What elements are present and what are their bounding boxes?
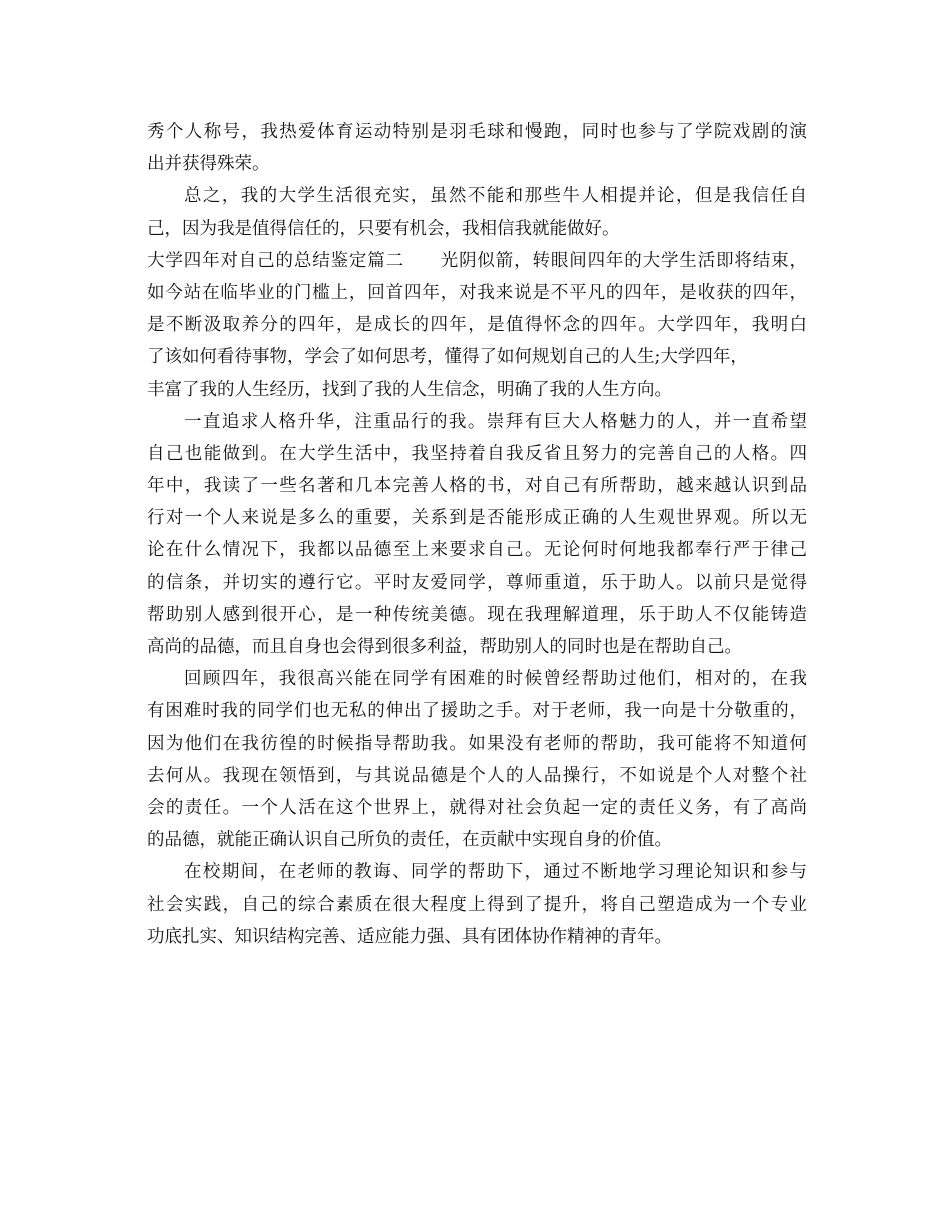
- text-line: 在校期间，在老师的教诲、同学的帮助下，通过不断地学习理论知识和参与: [184, 862, 807, 883]
- text-line: 功底扎实、知识结构完善、适应能力强、具有团体协作精神的青年。: [147, 926, 672, 947]
- text-line: 的品德，就能正确认识自己所负的责任，在贡献中实现自身的价值。: [147, 830, 672, 851]
- text-line: 出并获得殊荣。: [147, 154, 270, 175]
- text-line: 秀个人称号，我热爱体育运动特别是羽毛球和慢跑，同时也参与了学院戏剧的演: [147, 122, 807, 142]
- text-line: 如今站在临毕业的门槛上，回首四年，对我来说是不平凡的四年，是收获的四年，: [147, 282, 807, 303]
- text-line: 总之，我的大学生活很充实，虽然不能和那些牛人相提并论，但是我信任自: [184, 186, 807, 207]
- text-line: 年中，我读了一些名著和几本完善人格的书，对自己有所帮助，越来越认识到品: [147, 476, 807, 497]
- text-line: 高尚的品德，而且自身也会得到很多利益，帮助别人的同时也是在帮助自己。: [147, 637, 742, 657]
- text-line: 行对一个人来说是多么的重要，关系到是否能形成正确的人生观世界观。所以无: [147, 508, 807, 529]
- text-line: 帮助别人感到很开心，是一种传统美德。现在我理解道理，乐于助人不仅能铸造: [147, 604, 807, 625]
- text-line: 的信条，并切实的遵行它。平时友爱同学，尊师重道，乐于助人。以前只是觉得: [147, 572, 807, 593]
- text-line: 会的责任。一个人活在这个世界上，就得对社会负起一定的责任义务，有了高尚: [147, 797, 807, 818]
- text-line: 己，因为我是值得信任的，只要有机会，我相信我就能做好。: [147, 218, 620, 239]
- text-line: 是不断汲取养分的四年，是成长的四年，是值得怀念的四年。大学四年，我明白: [147, 315, 807, 336]
- text-line: 去何从。我现在领悟到，与其说品德是个人的人品操行，不如说是个人对整个社: [147, 765, 807, 786]
- text-line: 丰富了我的人生经历，找到了我的人生信念，明确了我的人生方向。: [147, 379, 672, 400]
- text-line: 自己也能做到。在大学生活中，我坚持着自我反省且努力的完善自己的人格。四: [147, 443, 807, 464]
- text-line: 回顾四年，我很高兴能在同学有困难的时候曾经帮助过他们，相对的，在我: [184, 669, 807, 690]
- text-line: 有困难时我的同学们也无私的伸出了援助之手。对于老师，我一向是十分敬重的，: [147, 701, 807, 722]
- text-line: 大学四年对自己的总结鉴定篇二 光阴似箭，转眼间四年的大学生活即将结束，: [147, 250, 807, 271]
- text-line: 了该如何看待事物，学会了如何思考，懂得了如何规划自己的人生;大学四年，: [147, 347, 748, 368]
- text-line: 因为他们在我彷徨的时候指导帮助我。如果没有老师的帮助，我可能将不知道何: [147, 733, 807, 754]
- text-line: 一直追求人格升华，注重品行的我。崇拜有巨大人格魅力的人，并一直希望: [184, 411, 807, 432]
- text-line: 社会实践，自己的综合素质在很大程度上得到了提升，将自己塑造成为一个专业: [147, 894, 807, 915]
- text-line: 论在什么情况下，我都以品德至上来要求自己。无论何时何地我都奉行严于律己: [147, 540, 807, 561]
- document-body: [147, 116, 807, 953]
